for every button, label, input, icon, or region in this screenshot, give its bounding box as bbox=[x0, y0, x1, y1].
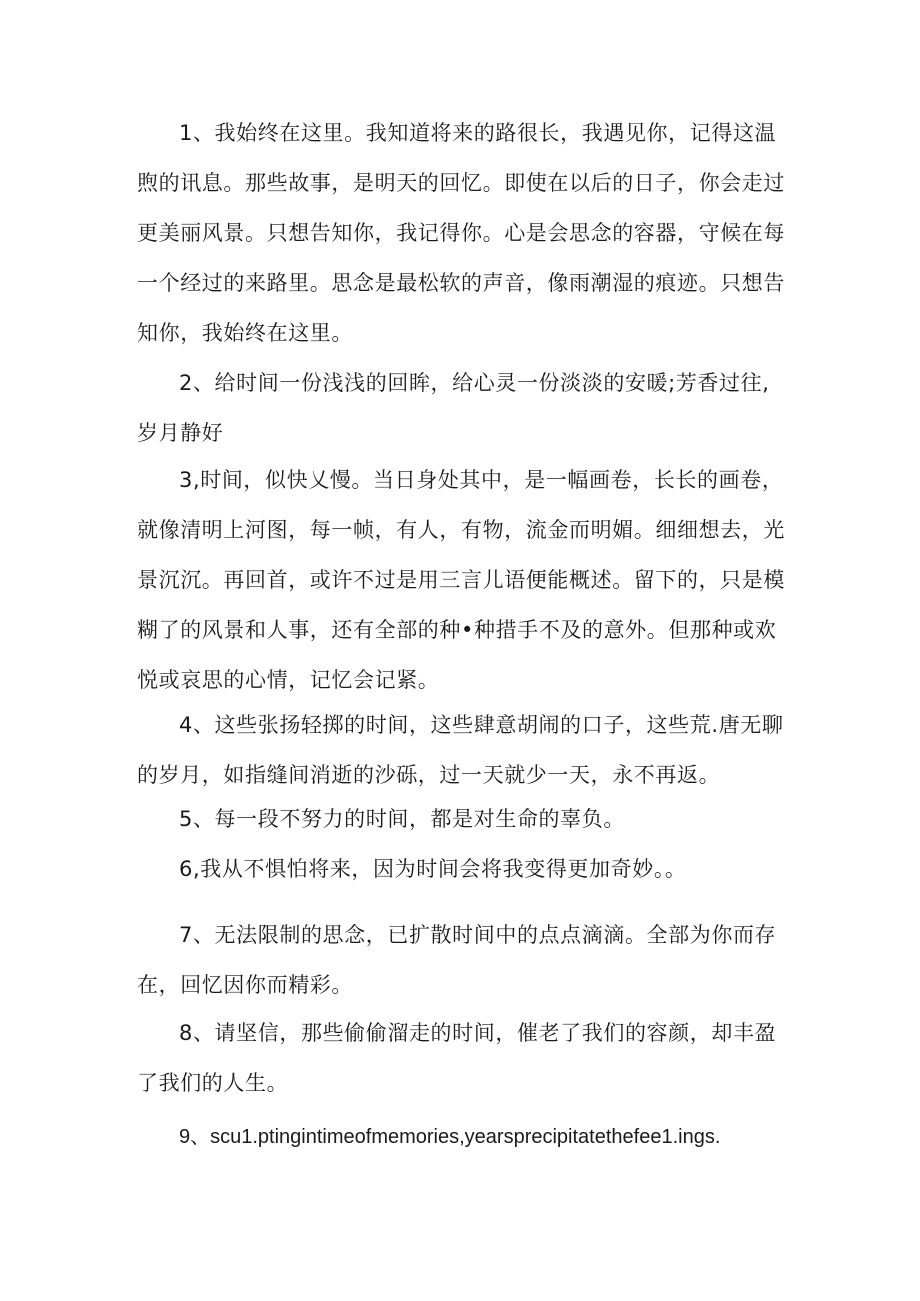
paragraph-6: 6,我从不惧怕将来，因为时间会将我变得更加奇妙。。 bbox=[179, 857, 687, 881]
paragraph-4: 4、这些张扬轻掷的时间，这些肆意胡闹的口子，这些荒.唐无聊的岁月，如指缝间消逝的沙砾，过一天就少一天，永不再返。 bbox=[137, 713, 784, 787]
paragraph-1: 1、我始终在这里。我知道将来的路很长，我遇见你，记得这温煦的讯息。那些故事，是明天的回忆。即使在以后的日子，你会走过更美丽风景。只想告知你，我记得你。心是会思念的容器，守候在每一个经过的来路里。思念是最松软的声音，像雨潮湿的痕迹。只想告知你，我始终在这里。 bbox=[137, 121, 785, 345]
paragraph-7: 7、无法限制的思念，已扩散时间中的点点滴滴。全部为你而存在，回忆因你而精彩。 bbox=[137, 923, 777, 997]
paragraph-2: 2、给时间一份浅浅的回眸，给心灵一份淡淡的安暖;芳香过往,岁月静好 bbox=[137, 371, 770, 445]
paragraph-8: 8、请坚信，那些偷偷溜走的时间，催老了我们的容颜，却丰盈了我们的人生。 bbox=[137, 1021, 777, 1095]
paragraph-3: 3,时间，似快乂慢。当日身处其中，是一幅画卷，长长的画卷，就像清明上河图，每一帧，有人，有物，流金而明媚。细细想去，光景沉沉。再回首，或许不过是用三言儿语便能概述。留下的，只是模糊了的风景和人事，还有全部的种•种措手不及的意外。但那种或欢悦或哀思的心情，记忆会记紧。 bbox=[137, 468, 785, 692]
paragraph-5: 5、每一段不努力的时间，都是对生命的辜负。 bbox=[179, 807, 625, 831]
paragraph-9: 9、scu1.ptingintimeofmemories,yearsprecipitatethefee1.ings. bbox=[179, 1126, 721, 1148]
